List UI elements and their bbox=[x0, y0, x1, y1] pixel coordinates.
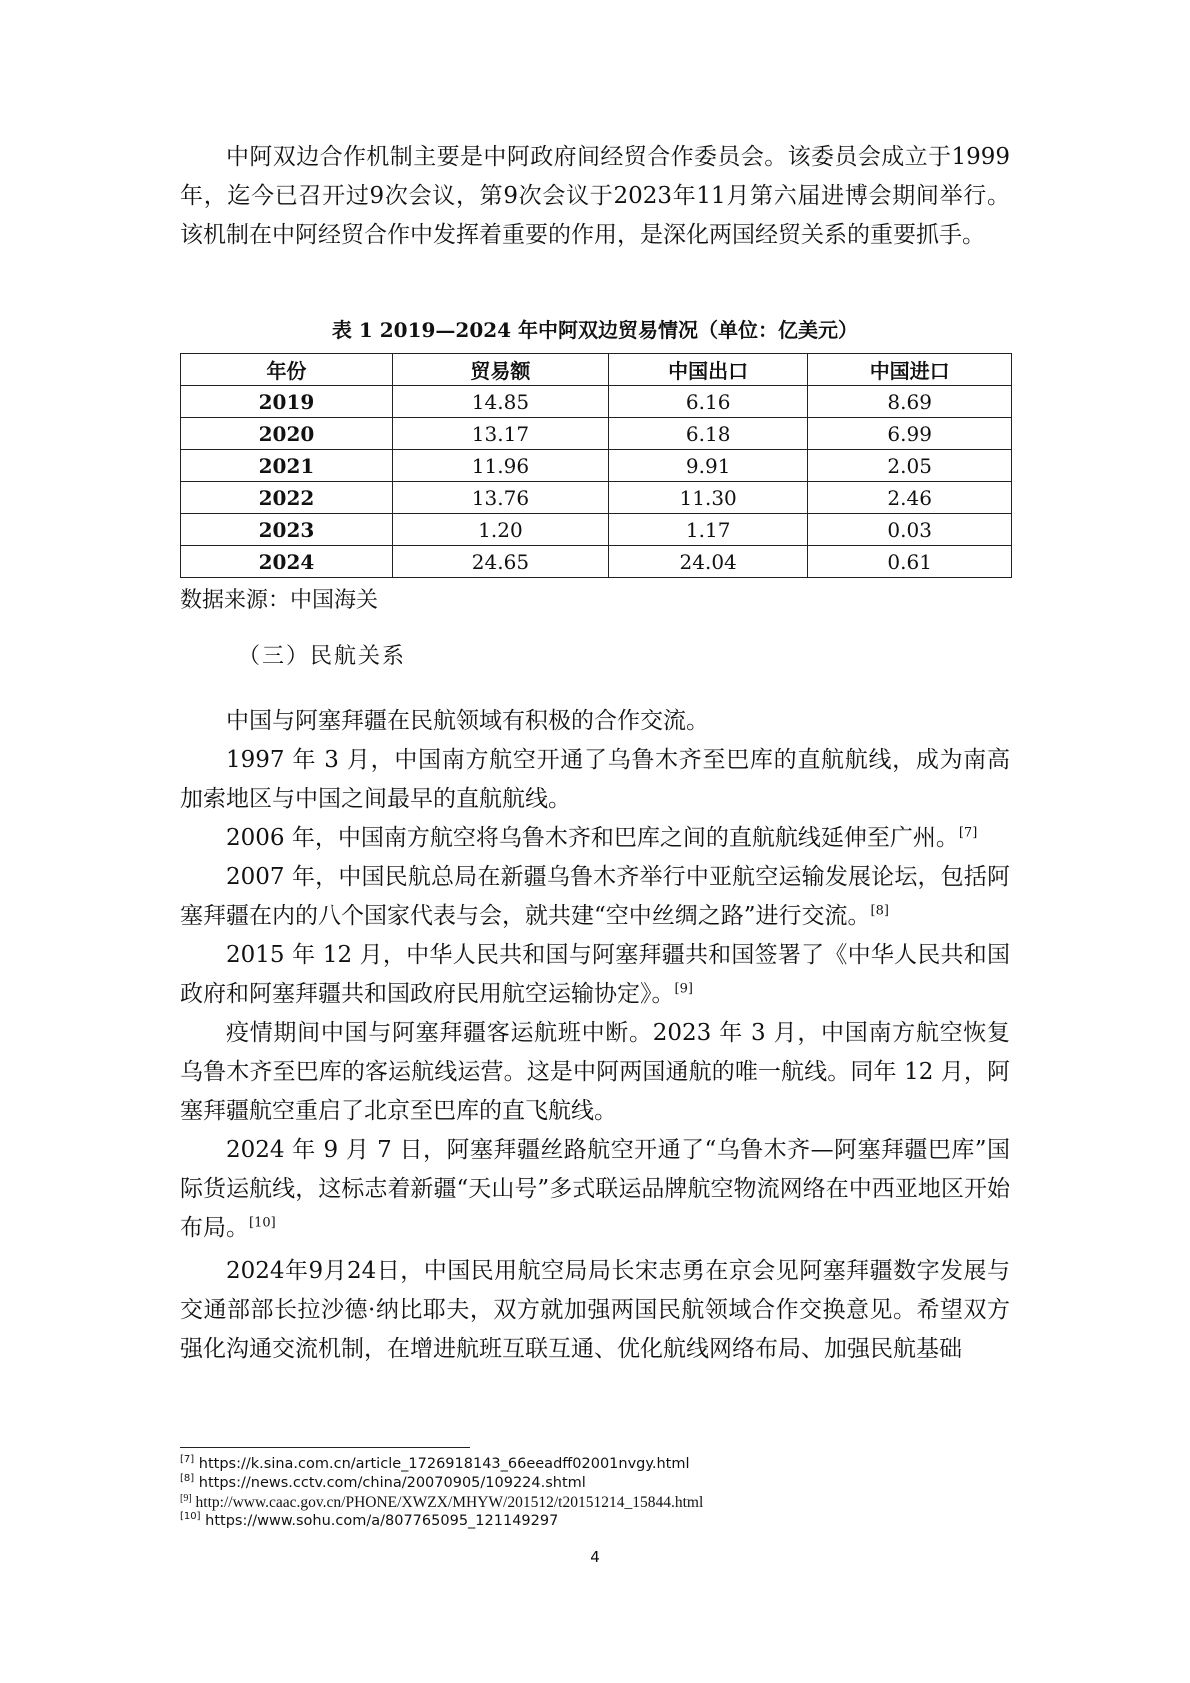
table-row bbox=[181, 482, 1012, 514]
footnote-8 bbox=[180, 1474, 1010, 1493]
cell-china-import: 8.69 bbox=[808, 386, 1012, 418]
cell-china-export: 24.04 bbox=[608, 546, 807, 578]
header-year: 年份 bbox=[181, 354, 393, 386]
paragraph-2006 bbox=[180, 819, 1010, 858]
table-caption: 表 1 2019—2024 年中阿双边贸易情况（单位：亿美元） bbox=[331, 318, 859, 342]
cell-year: 2023 bbox=[181, 514, 393, 546]
table-row bbox=[181, 514, 1012, 546]
footnotes bbox=[180, 1455, 1010, 1531]
paragraph-2015-text: 2015 年 12 月，中华人民共和国与阿塞拜疆共和国签署了《中华人民共和国政府和阿塞拜疆共和国政府民用航空运输协定》。 bbox=[180, 942, 1010, 1007]
footnote-number: [9] bbox=[180, 1492, 192, 1504]
footnote-link[interactable]: https://news.cctv.com/china/20070905/109224.shtml bbox=[198, 1475, 586, 1491]
cell-china-import: 6.99 bbox=[808, 418, 1012, 450]
paragraph-intro-civil-aviation: 中国与阿塞拜疆在民航领域有积极的合作交流。 bbox=[226, 708, 709, 734]
cell-china-export: 1.17 bbox=[608, 514, 807, 546]
footnote-number: [7] bbox=[180, 1454, 195, 1466]
footnote-link[interactable]: http://www.caac.gov.cn/PHONE/XWZX/MHYW/201512/t20151214_15844.html bbox=[195, 1494, 704, 1511]
cell-china-import: 2.46 bbox=[808, 482, 1012, 514]
footnote-ref-10[interactable]: [10] bbox=[249, 1215, 276, 1231]
footnote-divider bbox=[180, 1447, 470, 1448]
cell-year: 2020 bbox=[181, 418, 393, 450]
table-source: 数据来源：中国海关 bbox=[180, 588, 379, 613]
cell-china-export: 6.16 bbox=[608, 386, 807, 418]
header-trade-volume: 贸易额 bbox=[392, 354, 608, 386]
cell-china-import: 0.03 bbox=[808, 514, 1012, 546]
header-china-import: 中国进口 bbox=[808, 354, 1012, 386]
paragraph-2007 bbox=[180, 858, 1010, 936]
paragraph-2007-text: 2007 年，中国民航总局在新疆乌鲁木齐举行中亚航空运输发展论坛，包括阿塞拜疆在内的八个国家代表与会，就共建“空中丝绸之路”进行交流。 bbox=[180, 864, 1010, 929]
footnote-ref-8[interactable]: [8] bbox=[870, 903, 889, 919]
cell-trade-volume: 1.20 bbox=[392, 514, 608, 546]
footnote-number: [10] bbox=[180, 1511, 201, 1523]
paragraph-2024-sept-7 bbox=[180, 1131, 1010, 1248]
paragraph-2024-sept-24: 2024年9月24日，中国民用航空局局长宋志勇在京会见阿塞拜疆数字发展与交通部部长拉沙德·纳比耶夫，双方就加强两国民航领域合作交换意见。希望双方强化沟通交流机制，在增进航班互联互通、优化航线网络布局、加强民航基础 bbox=[180, 1258, 1010, 1362]
table-row bbox=[181, 418, 1012, 450]
section-heading: （三）民航关系 bbox=[238, 644, 407, 669]
table-header-row bbox=[181, 354, 1012, 386]
cell-trade-volume: 24.65 bbox=[392, 546, 608, 578]
paragraph-2015 bbox=[180, 936, 1010, 1014]
paragraph-1997: 1997 年 3 月，中国南方航空开通了乌鲁木齐至巴库的直航航线，成为南高加索地区与中国之间最早的直航航线。 bbox=[180, 747, 1010, 812]
footnote-number: [8] bbox=[180, 1473, 195, 1485]
cell-year: 2021 bbox=[181, 450, 393, 482]
table-row bbox=[181, 386, 1012, 418]
table-row bbox=[181, 546, 1012, 578]
intro-paragraph: 中阿双边合作机制主要是中阿政府间经贸合作委员会。该委员会成立于1999年，迄今已召开过9次会议，第9次会议于2023年11月第六届进博会期间举行。该机制在中阿经贸合作中发挥着重要的作用，是深化两国经贸关系的重要抓手。 bbox=[180, 144, 1010, 248]
header-china-export: 中国出口 bbox=[608, 354, 807, 386]
footnote-link[interactable]: https://k.sina.com.cn/article_1726918143_66eeadff02001nvgy.html bbox=[198, 1456, 690, 1472]
trade-table bbox=[180, 353, 1012, 578]
footnote-9 bbox=[180, 1493, 1010, 1512]
footnote-ref-7[interactable]: [7] bbox=[958, 825, 978, 841]
cell-trade-volume: 14.85 bbox=[392, 386, 608, 418]
cell-trade-volume: 11.96 bbox=[392, 450, 608, 482]
cell-china-export: 6.18 bbox=[608, 418, 807, 450]
cell-china-import: 0.61 bbox=[808, 546, 1012, 578]
cell-trade-volume: 13.76 bbox=[392, 482, 608, 514]
cell-china-import: 2.05 bbox=[808, 450, 1012, 482]
cell-trade-volume: 13.17 bbox=[392, 418, 608, 450]
footnote-ref-9[interactable]: [9] bbox=[674, 981, 693, 997]
paragraph-2024-sept-7-text: 2024 年 9 月 7 日，阿塞拜疆丝路航空开通了“乌鲁木齐—阿塞拜疆巴库”国际货运航线，这标志着新疆“天山号”多式联运品牌航空物流网络在中西亚地区开始布局。 bbox=[180, 1137, 1010, 1241]
cell-china-export: 11.30 bbox=[608, 482, 807, 514]
footnote-10 bbox=[180, 1512, 1010, 1531]
footnote-link[interactable]: https://www.sohu.com/a/807765095_121149297 bbox=[205, 1513, 559, 1529]
paragraph-pandemic: 疫情期间中国与阿塞拜疆客运航班中断。2023 年 3 月，中国南方航空恢复乌鲁木齐至巴库的客运航线运营。这是中阿两国通航的唯一航线。同年 12 月，阿塞拜疆航空重启了北京至巴库的直飞航线。 bbox=[180, 1020, 1010, 1124]
table-row bbox=[181, 450, 1012, 482]
cell-year: 2019 bbox=[181, 386, 393, 418]
cell-year: 2024 bbox=[181, 546, 393, 578]
cell-china-export: 9.91 bbox=[608, 450, 807, 482]
cell-year: 2022 bbox=[181, 482, 393, 514]
paragraph-2006-text: 2006 年，中国南方航空将乌鲁木齐和巴库之间的直航航线延伸至广州。 bbox=[226, 825, 959, 851]
footnote-7 bbox=[180, 1455, 1010, 1474]
page-number: 4 bbox=[590, 1548, 600, 1566]
